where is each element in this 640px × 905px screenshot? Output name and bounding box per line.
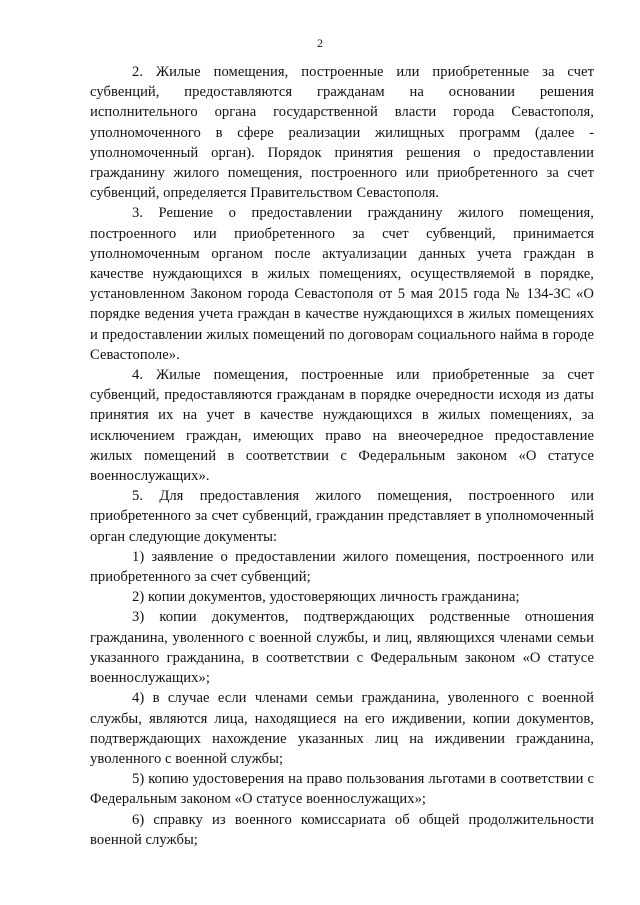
list-item-1: 1) заявление о предоставлении жилого помещения, построенного или приобретенного за счет субвенций; [90, 548, 594, 586]
paragraph-item-4: 4. Жилые помещения, построенные или приобретенные за счет субвенций, предоставляются гражданам в порядке очередности исходя из даты принятия их на учет в качестве нуждающихся в жилых помещениях, за исключением граждан, имеющих право на внеочередное предоставление жилых помещений в соответствии с Федеральным законом «О статусе военнослужащих». [90, 367, 594, 485]
list-item-3: 3) копии документов, подтверждающих родственные отношения гражданина, уволенного с военной службы, и лиц, являющихся членами семьи указанного гражданина, в соответствии с Федеральным законом «О статусе военнослужащих»; [90, 609, 594, 687]
list-item-2: 2) копии документов, удостоверяющих личность гражданина; [132, 589, 520, 606]
paragraph-item-5: 5. Для предоставления жилого помещения, построенного или приобретенного за счет субвенций, гражданин представляет в уполномоченный орган следующие документы: [90, 488, 594, 545]
list-item-5: 5) копию удостоверения на право пользования льготами в соответствии с Федеральным законом «О статусе военнослужащих»; [90, 771, 594, 808]
list-item-4: 4) в случае если членами семьи гражданина, уволенного с военной службы, являются лица, находящиеся на его иждивении, копии документов, подтверждающих нахождение указанных лиц на иждивении гражданина, уволенного с военной службы; [90, 690, 594, 767]
paragraph-item-2: 2. Жилые помещения, построенные или приобретенные за счет субвенций, предоставляются гражданам на основании решения исполнительного органа государственной власти города Севастополя, уполномоченного в сфере реализации жилищных программ (далее - уполномоченный орган). Порядок принятия решения о предоставлении гражданину жилого помещения, построенного или приобретенного за счет субвенций, определяется Правительством Севастополя. [90, 64, 594, 202]
document-body [90, 62, 594, 850]
list-item-6: 6) справку из военного комиссариата об общей продолжительности военной службы; [90, 811, 594, 848]
paragraph-item-3: 3. Решение о предоставлении гражданину жилого помещения, построенного или приобретенного за счет субвенций, принимается уполномоченным органом после актуализации данных учета граждан в качестве нуждающихся в жилых помещениях, осуществляемой в порядке, установленном Законом города Севастополя от 5 мая 2015 года № 134-ЗС «О порядке ведения учета граждан в качестве нуждающихся в жилых помещениях и предоставлении жилых помещений по договорам социального найма в городе Севастополе». [90, 205, 594, 363]
page-number: 2 [317, 36, 323, 50]
